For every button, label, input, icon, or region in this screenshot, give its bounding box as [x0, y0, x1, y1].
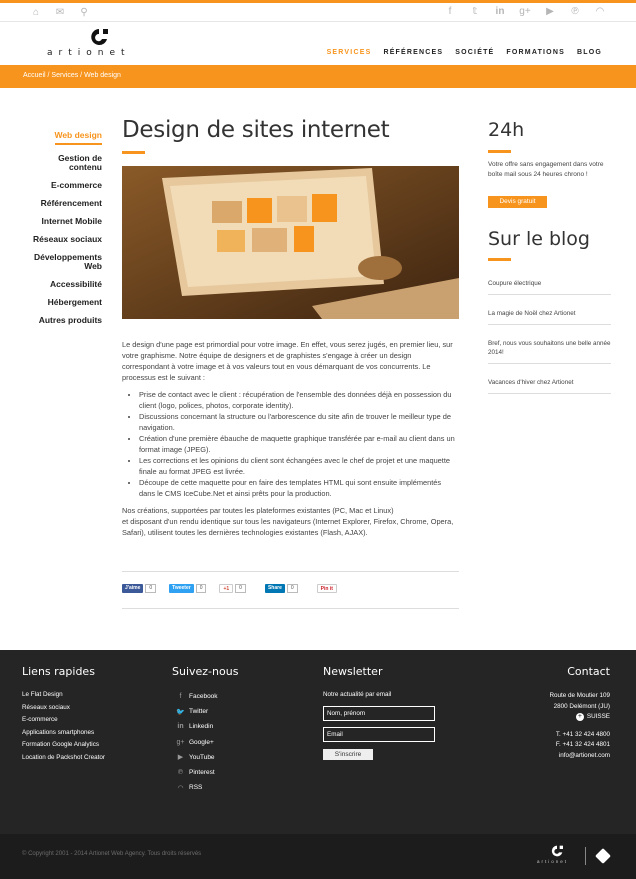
social-label: Twitter: [189, 708, 209, 716]
partner-logo-icon[interactable]: [595, 848, 611, 864]
nav-services[interactable]: SERVICES: [326, 49, 372, 56]
country: SUISSE: [586, 713, 610, 720]
social-rss[interactable]: [176, 780, 218, 795]
hero-image: [122, 166, 459, 319]
newsletter-label: Notre actualité par email: [323, 691, 392, 698]
outro-line-1: Nos créations, supportées par toutes les plateformes existantes (PC, Mac et Linux): [122, 506, 394, 515]
divider: [585, 847, 586, 865]
facebook-icon: f: [179, 693, 182, 701]
list-item: • Découpe de cette maquette pour en faire des templates HTML qui sont ensuite implémentés dans le CMS IceCube.Net et ainsi prêts pour la production.: [139, 477, 459, 499]
linkedin-count: 0: [287, 584, 298, 593]
googleplus-icon[interactable]: g+: [519, 6, 531, 17]
country-line: [549, 712, 610, 723]
bottom-logos: [537, 845, 610, 867]
social-label: Linkedin: [189, 723, 214, 731]
mail-icon[interactable]: ✉: [55, 7, 65, 18]
sidebar-item-internet-mobile[interactable]: Internet Mobile: [41, 216, 102, 226]
tweet-label: Tweeter: [169, 584, 194, 593]
sitemap-icon[interactable]: ⚲: [80, 7, 88, 18]
social-links: [176, 689, 218, 795]
facebook-like-button[interactable]: [122, 584, 156, 593]
rss-icon: ◠: [177, 784, 184, 792]
googleplus-count: 0: [235, 584, 246, 593]
pinterest-button[interactable]: [317, 584, 337, 593]
sidebar-item-developpements-web[interactable]: Développements Web: [33, 252, 102, 271]
blog-heading: Sur le blog: [488, 228, 590, 250]
copyright: © Copyright 2001 - 2014 Artionet Web Agency. Tous droits réservés: [22, 851, 202, 857]
facebook-count: 0: [145, 584, 156, 593]
main-navigation: [327, 49, 602, 56]
main-content: [122, 339, 459, 538]
sidebar-item-reseaux-sociaux[interactable]: Réseaux sociaux: [33, 234, 102, 244]
active-underline: [55, 143, 102, 145]
fax: F. +41 32 424 4801: [555, 741, 610, 748]
intro-paragraph: Le design d'une page est primordial pour votre image. En effet, vous serez jugés, en premier lieu, sur votre graphisme. Notre équipe de designers et de graphistes s'engage à créer un design correspondant à votre image et à vos valeurs tout en vous démarquant de vos concurrents. Le processus est le suivant :: [122, 340, 453, 382]
pinterest-icon[interactable]: ℗: [571, 6, 579, 17]
pinterest-label: Pin it: [317, 584, 337, 593]
logo-text: artionet: [47, 48, 131, 58]
quick-links-heading: Liens rapides: [22, 665, 95, 678]
social-label: Google+: [189, 738, 214, 746]
footer-link[interactable]: Formation Google Analytics: [22, 741, 99, 748]
social-heading: Suivez-nous: [172, 665, 239, 678]
rss-icon[interactable]: ◠: [595, 6, 605, 17]
bottom-logo-text: artionet: [537, 859, 569, 864]
blog-item[interactable]: La magie de Noël chez Artionet: [488, 295, 611, 325]
footer-link[interactable]: Location de Packshot Creator: [22, 753, 105, 761]
nav-references[interactable]: RÉFÉRENCES: [383, 49, 444, 56]
address-line: 2800 Delémont (JU): [553, 702, 610, 710]
sidebar-item-autres-produits[interactable]: Autres produits: [38, 315, 102, 325]
top-utility-bar: [0, 3, 636, 22]
nav-formations[interactable]: FORMATIONS: [506, 49, 565, 56]
pinterest-icon: ℗: [177, 769, 184, 777]
logo-mark-icon: [89, 28, 109, 46]
googleplus-label: +1: [219, 584, 233, 593]
youtube-icon: ▶: [177, 754, 184, 762]
offer-heading: 24h: [488, 119, 525, 141]
twitter-icon[interactable]: 𝕥: [472, 6, 478, 17]
process-list: [132, 389, 459, 499]
share-bar: [122, 584, 337, 593]
devis-button[interactable]: Devis gratuit: [488, 196, 547, 208]
nav-societe[interactable]: SOCIÉTÉ: [455, 49, 495, 56]
bottom-artionet-logo[interactable]: [537, 845, 575, 867]
sidebar-item-referencement[interactable]: Référencement: [40, 198, 102, 208]
youtube-icon[interactable]: ▶: [546, 6, 554, 17]
page-title: Design de sites internet: [122, 117, 390, 143]
social-youtube[interactable]: [176, 750, 218, 765]
divider: [122, 608, 459, 609]
tweet-button[interactable]: [169, 584, 206, 593]
sidebar-item-ecommerce[interactable]: E-commerce: [50, 180, 102, 190]
nav-blog[interactable]: BLOG: [576, 49, 602, 56]
home-icon[interactable]: ⌂: [32, 7, 40, 18]
blog-list: [488, 274, 611, 394]
list-item: • Discussions concernant la structure ou l'arborescence du site afin de trouver le meilleur type de navigation.: [139, 411, 459, 433]
logo-mark-icon: [550, 845, 564, 857]
blog-item[interactable]: Vacances d'hiver chez Artionet: [488, 364, 611, 394]
name-input[interactable]: Nom, prénom: [323, 706, 435, 721]
breadcrumb-bar: [0, 65, 636, 88]
offer-text: Votre offre sans engagement dans votre boîte mail sous 24 heures chrono !: [488, 161, 604, 178]
googleplus-icon: g+: [176, 738, 185, 746]
tweet-count: 0: [196, 584, 207, 593]
sidebar-item-gestion-contenu[interactable]: Gestion de contenu: [58, 153, 102, 172]
social-linkedin[interactable]: [176, 719, 218, 734]
facebook-icon[interactable]: f: [448, 6, 452, 17]
contact-info: [549, 691, 610, 761]
breadcrumb[interactable]: Accueil / Services / Web design: [23, 72, 121, 79]
googleplus-button[interactable]: [219, 584, 245, 593]
footer-link[interactable]: Le Flat Design: [22, 691, 63, 698]
subscribe-button[interactable]: S'inscrire: [323, 749, 373, 760]
social-twitter[interactable]: [176, 704, 218, 719]
title-underline: [122, 151, 145, 154]
divider: [122, 571, 459, 572]
list-item: • Création d'une première ébauche de maquette graphique transférée par e-mail au client dans un format image (JPEG).: [139, 433, 459, 455]
linkedin-label: Share: [265, 584, 285, 593]
social-facebook[interactable]: [176, 689, 218, 704]
footer: [0, 650, 636, 834]
offer-underline: [488, 150, 511, 153]
contact-heading: Contact: [567, 665, 610, 678]
social-pinterest[interactable]: [176, 765, 218, 780]
footer-link[interactable]: Réseaux sociaux: [22, 703, 70, 711]
swiss-flag-icon: +: [577, 713, 582, 720]
blog-underline: [488, 258, 511, 261]
sidebar-item-hebergement[interactable]: Hébergement: [47, 297, 102, 307]
bottom-bar: [0, 834, 636, 879]
sidebar-item-web-design[interactable]: Web design: [54, 130, 102, 140]
social-googleplus[interactable]: [176, 735, 218, 750]
contact-email[interactable]: info@artionet.com: [558, 751, 610, 759]
social-label: Facebook: [189, 693, 218, 701]
sidebar-item-accessibilite[interactable]: Accessibilité: [50, 279, 102, 289]
site-logo[interactable]: [47, 28, 137, 62]
linkedin-icon: in: [177, 723, 184, 731]
services-sidebar: [30, 131, 102, 334]
footer-link[interactable]: E-commerce: [22, 716, 58, 723]
address-line: Route de Moutier 109: [549, 692, 610, 699]
email-input[interactable]: Email: [323, 727, 435, 742]
facebook-like-label: J'aime: [122, 584, 143, 593]
list-item: • Les corrections et les opinions du client sont échangées avec le chef de projet et une maquette finale au format JPEG est livrée.: [139, 455, 459, 477]
social-label: YouTube: [189, 753, 215, 761]
linkedin-share-button[interactable]: [265, 584, 298, 593]
blog-item[interactable]: Bref, nous vous souhaitons une belle année 2014!: [488, 325, 611, 364]
footer-link[interactable]: Applications smartphones: [22, 728, 95, 736]
linkedin-icon[interactable]: in: [495, 6, 505, 17]
list-item: • Prise de contact avec le client : récupération de l'ensemble des données déjà en possession du client (logo, polices, photos, corporate identity).: [139, 389, 459, 411]
quick-links: [22, 689, 105, 764]
blog-item[interactable]: Coupure électrique: [488, 274, 611, 295]
twitter-icon: 🐦: [176, 708, 185, 716]
social-label: Pinterest: [189, 769, 215, 777]
outro-line-2: et disposant d'un rendu identique sur tous les navigateurs (Internet Explorer, Firefox, Chrome, Opera, Safari), utilisent toutes les dernières technologies existantes (Flash, AJAX).: [122, 517, 454, 537]
social-label: RSS: [189, 784, 203, 792]
phone[interactable]: T. +41 32 424 4800: [555, 730, 610, 738]
newsletter-heading: Newsletter: [323, 665, 383, 678]
